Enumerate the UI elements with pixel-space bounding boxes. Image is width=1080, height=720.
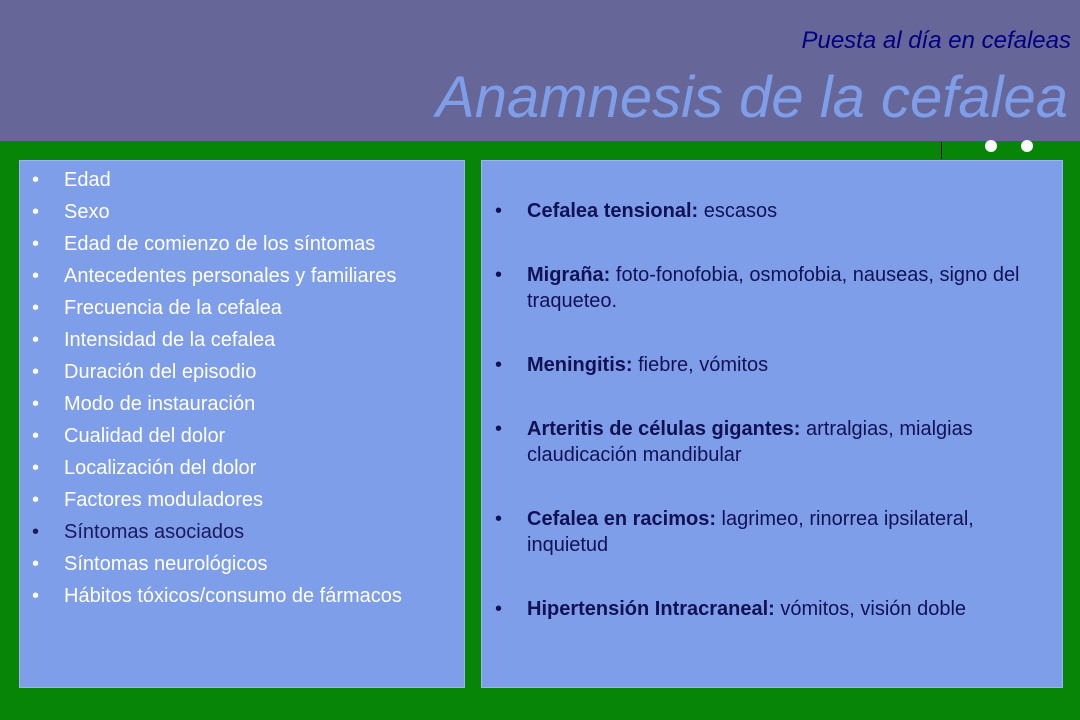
condition-detail: foto-fonofobia, osmofobia, nauseas, signo del traqueteo.: [527, 264, 1020, 312]
header-bar: [0, 0, 1080, 141]
condition-detail: fiebre, vómitos: [632, 354, 769, 376]
associated-symptoms-panel: [481, 160, 1063, 688]
condition-term: Cefalea tensional:: [527, 200, 699, 222]
symptoms-list: [495, 198, 1038, 660]
list-item: • Síntomas asociados: [32, 519, 446, 545]
condition-term: Hipertensión Intracraneal:: [527, 598, 775, 620]
decorative-dot-icon: [985, 140, 997, 152]
condition-term: Meningitis:: [527, 354, 633, 376]
list-item: • Localización del dolor: [32, 455, 446, 481]
condition-term: Arteritis de células gigantes:: [527, 418, 801, 440]
condition-term: Cefalea en racimos:: [527, 508, 716, 530]
list-item: • Síntomas neurológicos: [32, 551, 446, 577]
condition-detail: vómitos, visión doble: [774, 598, 967, 620]
list-item: • Cualidad del dolor: [32, 423, 446, 449]
history-items-panel: [19, 160, 465, 688]
list-item: [495, 506, 1038, 558]
list-item: [495, 262, 1038, 314]
condition-detail: artralgias, mialgias claudicación mandibular: [527, 418, 973, 466]
list-item: • Modo de instauración: [32, 391, 446, 417]
list-item: [495, 416, 1038, 468]
decorative-line: [941, 142, 942, 159]
list-item: • Edad: [32, 167, 446, 193]
list-item: • Intensidad de la cefalea: [32, 327, 446, 353]
list-item: • Duración del episodio: [32, 359, 446, 385]
decorative-dot-icon: [1021, 140, 1033, 152]
list-item: [495, 198, 1038, 224]
condition-detail: escasos: [698, 200, 778, 222]
list-item: • Sexo: [32, 199, 446, 225]
list-item: • Hábitos tóxicos/consumo de fármacos: [32, 583, 446, 609]
list-item: [495, 596, 1038, 622]
list-item: • Edad de comienzo de los síntomas: [32, 231, 446, 257]
history-items-list: [32, 167, 446, 615]
presentation-subtitle: Puesta al día en cefaleas: [801, 27, 1071, 54]
list-item: • Factores moduladores: [32, 487, 446, 513]
list-item: • Antecedentes personales y familiares: [32, 263, 446, 289]
condition-detail: lagrimeo, rinorrea ipsilateral, inquietud: [527, 508, 974, 556]
condition-term: Migraña:: [527, 264, 611, 286]
list-item: [495, 352, 1038, 378]
list-item: • Frecuencia de la cefalea: [32, 295, 446, 321]
slide-title: Anamnesis de la cefalea: [436, 65, 1068, 130]
